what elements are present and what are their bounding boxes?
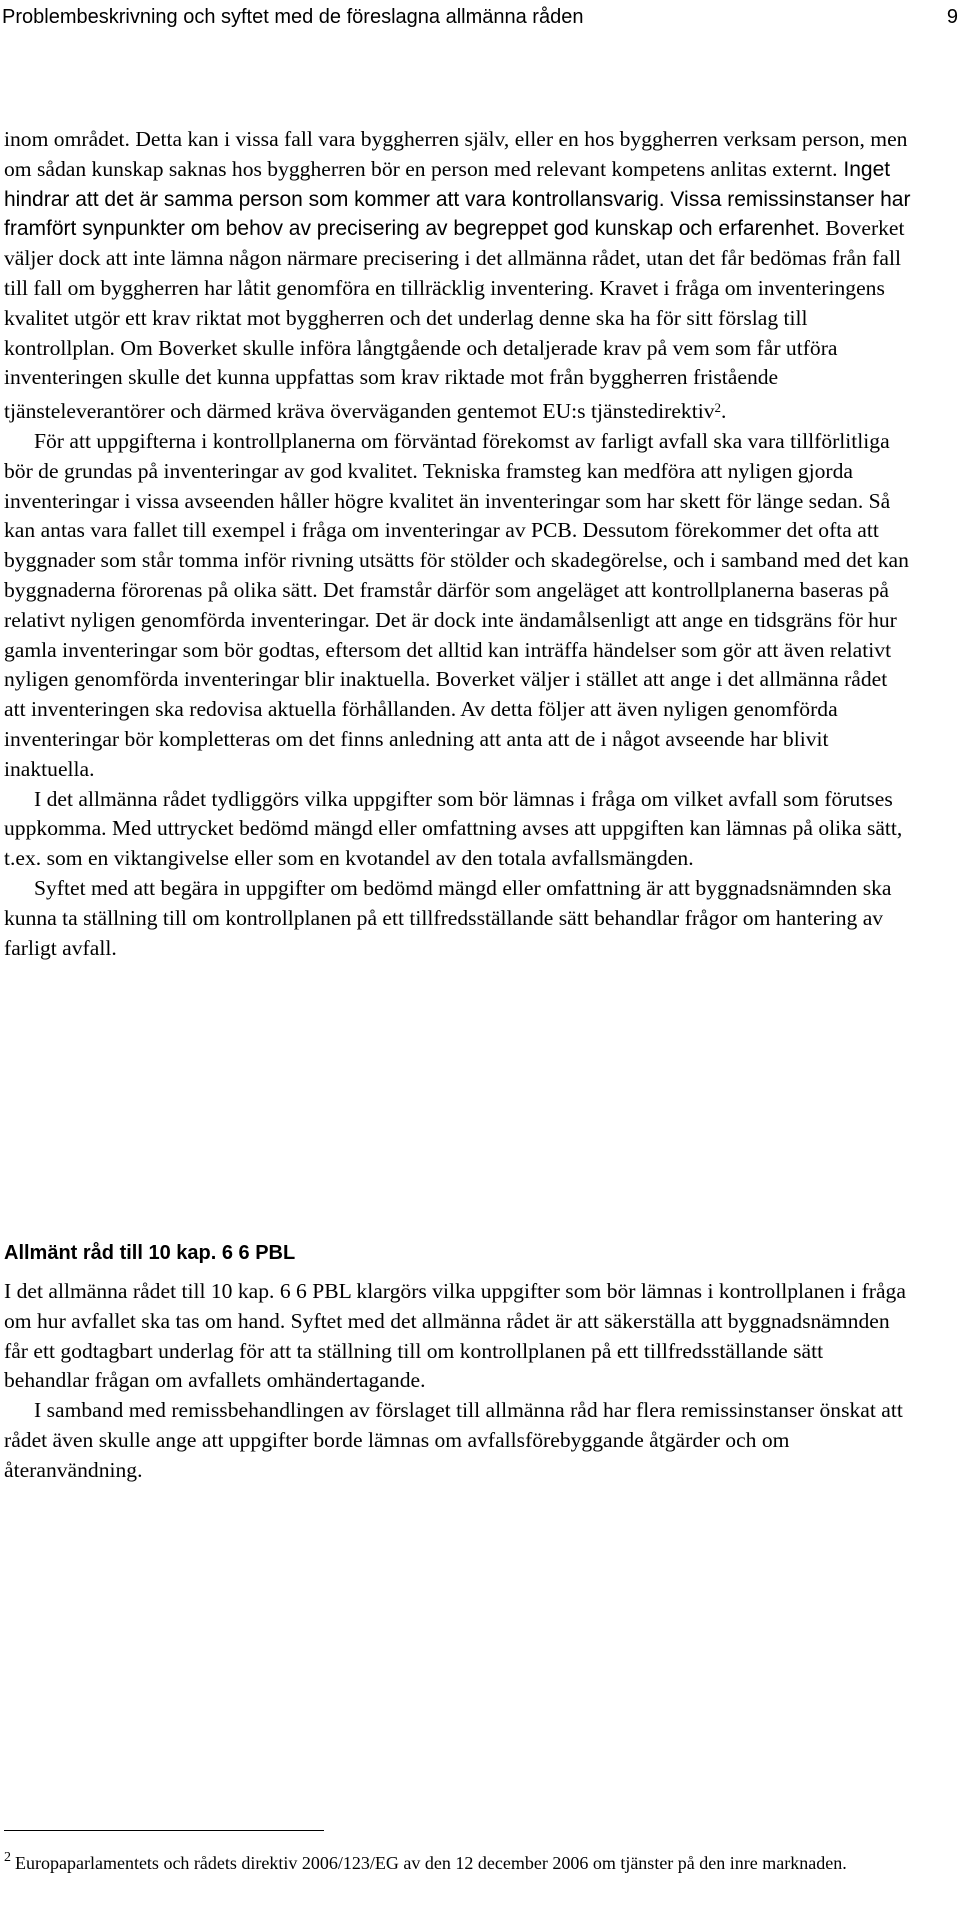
paragraph: För att uppgifterna i kontrollplanerna om förväntad förekomst av farligt avfall ska vara tillförlitliga bör de grundas på inventeringar av god kvalitet. Tekniska framsteg kan medföra att nyligen gjorda inventeringar i vissa avseenden håller högre kvalitet än inventeringar som har skett för länge sedan. Så kan antas vara fallet till exempel i fråga om inventeringar av PCB. Dessutom förekommer det ofta att byggnader som står tomma inför rivning utsätts för stölder och skadegörelse, och i samband med det kan byggnaderna förorenas på olika sätt. Det framstår därför som angeläget att kontrollplanerna baseras på relativt nyligen genomförda inventeringar. Det är dock inte ändamålsenligt att ange en tidsgräns för hur gamla inventeringar som bör godtas, eftersom det alltid kan inträffa händelser som gör att även relativt nyligen genomförda inventeringar blir inaktuella. Boverket väljer i stället att ange i det allmänna rådet att inventeringen ska redovisa aktuella förhållanden. Av detta följer att även nyligen genomförda inventeringar bör kompletteras om det finns anledning att anta att de i något avseende har blivit inaktuella. [4,428,909,781]
page-header [0,6,960,36]
paragraph-text: Boverket väljer dock att inte lämna någon närmare precisering i det allmänna rådet, utan det får bedömas från fall till fall om byggherren har låtit genomföra en tillräcklig inventering. Kravet i fråga om inventeringens kvalitet utgör ett krav riktat mot byggherren och det underlag denne ska ha för sitt förslag till kontrollplan. Om Boverket skulle införa långtgående och detaljerade krav på vem som får utföra inventeringen skulle det kunna uppfattas som krav riktade mot från byggherren fristående tjänsteleverantörer och därmed kräva överväganden gentemot EU:s tjänstedirektiv [4,216,905,424]
section-text [4,1277,912,1486]
footnote-ref[interactable]: 2 [714,400,722,416]
paragraph-text: inom området. Detta kan i vissa fall vara byggherren själv, eller en hos byggherren verksam person, men om sådan kunskap saknas hos byggherren bör en person med relevant kompetens anlitas externt. [4,127,908,181]
paragraph-text: . [721,399,727,424]
page-number: 9 [946,6,958,28]
paragraph [4,125,912,427]
running-title: Problembeskrivning och syftet med de föreslagna allmänna råden [2,6,584,28]
footnote [4,1845,904,1876]
paragraph: Syftet med att begära in uppgifter om bedömd mängd eller omfattning är att byggnadsnämnden ska kunna ta ställning till om kontrollplanen på ett tillfredsställande sätt behandlar frågor om hantering av farligt avfall. [4,875,892,960]
body-text [4,125,912,963]
footnote-number: 2 [4,1850,11,1865]
paragraph: I det allmänna rådet tydliggörs vilka uppgifter som bör lämnas i fråga om vilket avfall som förutses uppkomma. Med uttrycket bedömd mängd eller omfattning avses att uppgiften kan lämnas på olika sätt, t.ex. som en viktangivelse eller som en kvotandel av den totala avfallsmängden. [4,786,903,871]
footnote-text: Europaparlamentets och rådets direktiv 2006/123/EG av den 12 december 2006 om tjänster på den inre marknaden. [15,1853,847,1873]
paragraph-text: Inget hindrar att det är samma person som kommer att vara kontrollansvarig. Vissa remissinstanser har framfört synpunkter om behov av precisering av begreppet god kunskap och erfarenhet. [4,157,911,241]
paragraph: I samband med remissbehandlingen av förslaget till allmänna råd har flera remissinstanser önskat att rådet även skulle ange att uppgifter borde lämnas om avfallsförebyggande åtgärder och om återanvändning. [4,1398,903,1482]
paragraph: I det allmänna rådet till 10 kap. 6 6 PBL klargörs vilka uppgifter som bör lämnas i kontrollplanen i fråga om hur avfallet ska tas om hand. Syftet med det allmänna rådet är att säkerställa att byggnadsnämnden får ett godtagbart underlag för att ta ställning till om kontrollplanen på ett tillfredsställande sätt behandlar frågan om avfallets omhändertagande. [4,1279,906,1393]
footnote-divider [4,1830,324,1831]
section-heading: Allmänt råd till 10 kap. 6 6 PBL [4,1242,296,1264]
